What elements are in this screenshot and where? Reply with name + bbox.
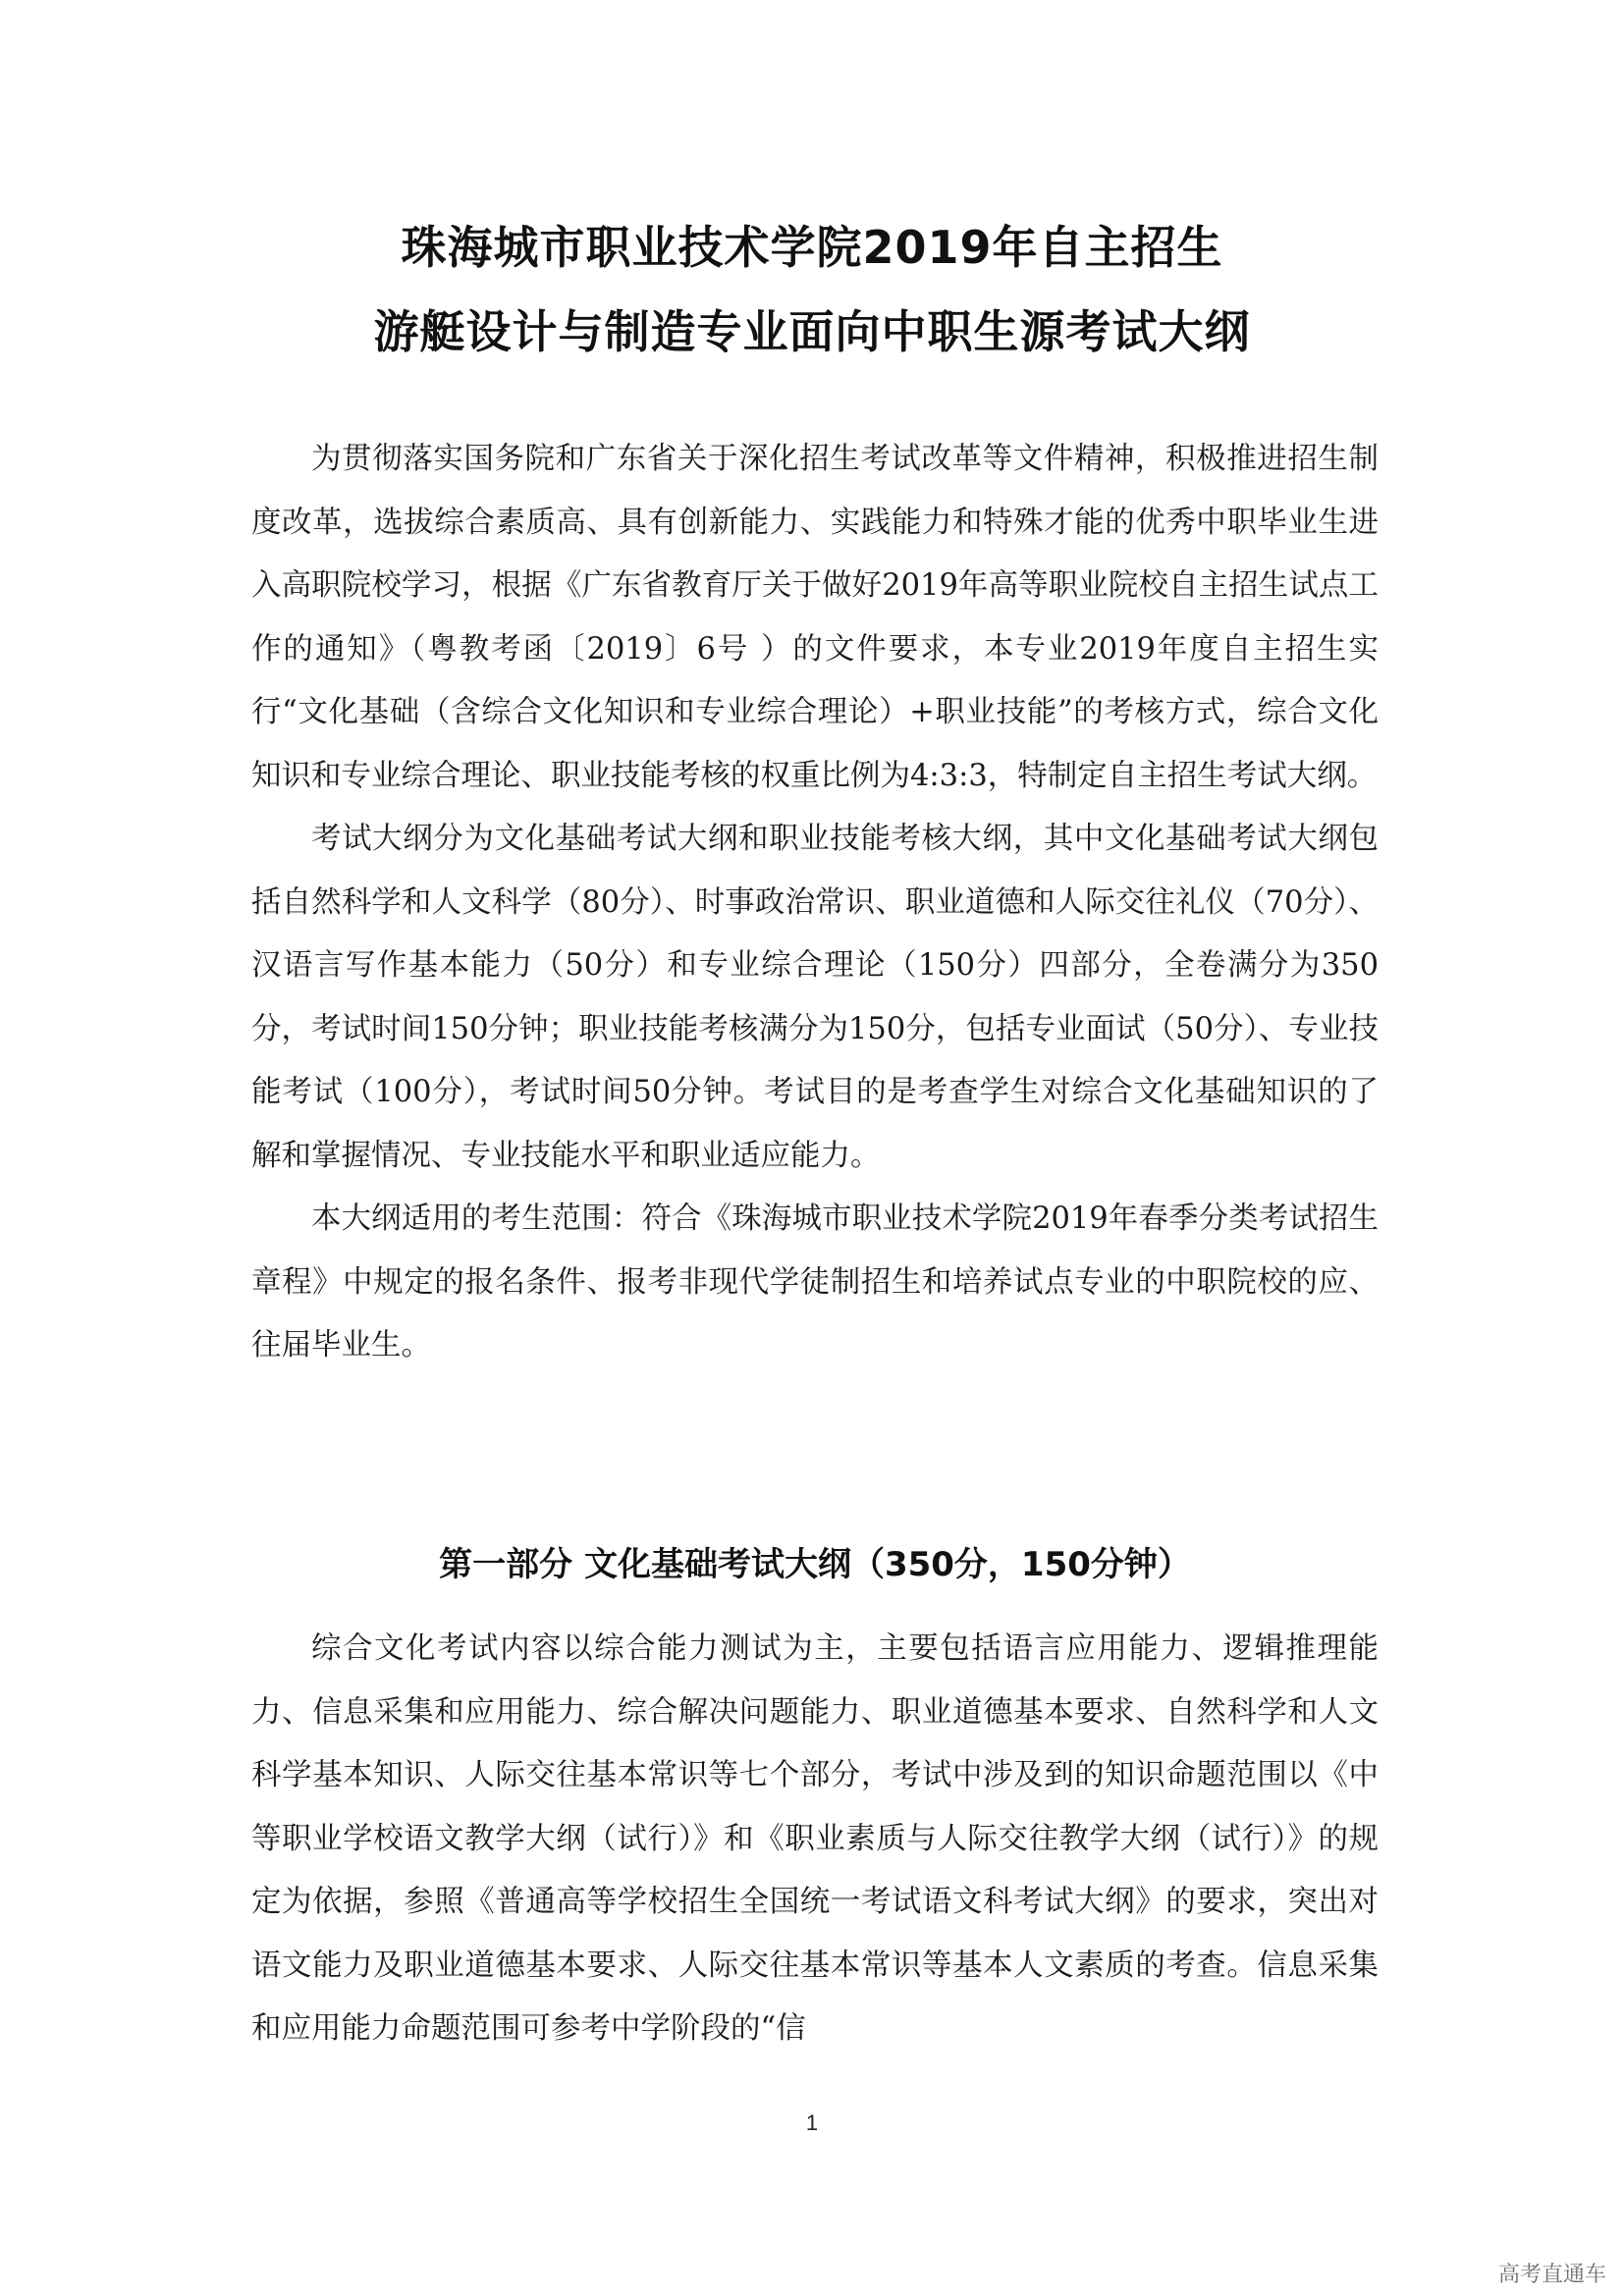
- intro-paragraph-1: 为贯彻落实国务院和广东省关于深化招生考试改革等文件精神，积极推进招生制度改革，选拔综合素质高、具有创新能力、实践能力和特殊才能的优秀中职毕业生进入高职院校学习，根据《广东省教育厅关于做好2019年高等职业院校自主招生试点工作的通知》（粤教考函〔2019〕6号 ）的文件要求，本专业2019年度自主招生实行“文化基础（含综合文化知识和专业综合理论）+职业技能”的考核方式，综合文化知识和专业综合理论、职业技能考核的权重比例为4:3:3，特制定自主招生考试大纲。: [251, 442, 1379, 793]
- page-number: 1: [805, 2110, 819, 2135]
- document-title-line-2: 游艇设计与制造专业面向中职生源考试大纲: [373, 305, 1251, 358]
- part-1-paragraph: 综合文化考试内容以综合能力测试为主，主要包括语言应用能力、逻辑推理能力、信息采集和应用能力、综合解决问题能力、职业道德基本要求、自然科学和人文科学基本知识、人际交往基本常识等七个部分，考试中涉及到的知识命题范围以《中等职业学校语文教学大纲（试行）》和《职业素质与人际交往教学大纲（试行）》的规定为依据，参照《普通高等学校招生全国统一考试语文科考试大纲》的要求，突出对语文能力及职业道德基本要求、人际交往基本常识等基本人文素质的考查。信息采集和应用能力命题范围可参考中学阶段的“信: [251, 1631, 1379, 2046]
- intro-paragraph-2: 考试大纲分为文化基础考试大纲和职业技能考核大纲，其中文化基础考试大纲包括自然科学和人文科学（80分）、时事政治常识、职业道德和人际交往礼仪（70分）、汉语言写作基本能力（50分）和专业综合理论（150分）四部分，全卷满分为350分，考试时间150分钟；职业技能考核满分为150分，包括专业面试（50分）、专业技能考试（100分），考试时间50分钟。考试目的是考查学生对综合文化基础知识的了解和掌握情况、专业技能水平和职业适应能力。: [251, 822, 1379, 1173]
- part-1-section: [251, 1618, 1379, 2061]
- section-heading-part-1: 第一部分 文化基础考试大纲（350分，150分钟）: [439, 1545, 1191, 1584]
- watermark-text: 高考直通车: [1497, 2263, 1606, 2287]
- intro-section: [251, 428, 1379, 1378]
- document-title-line-1: 珠海城市职业技术学院2019年自主招生: [401, 221, 1223, 274]
- intro-paragraph-3: 本大纲适用的考生范围：符合《珠海城市职业技术学院2019年春季分类考试招生章程》中规定的报名条件、报考非现代学徒制招生和培养试点专业的中职院校的应、往届毕业生。: [251, 1201, 1379, 1362]
